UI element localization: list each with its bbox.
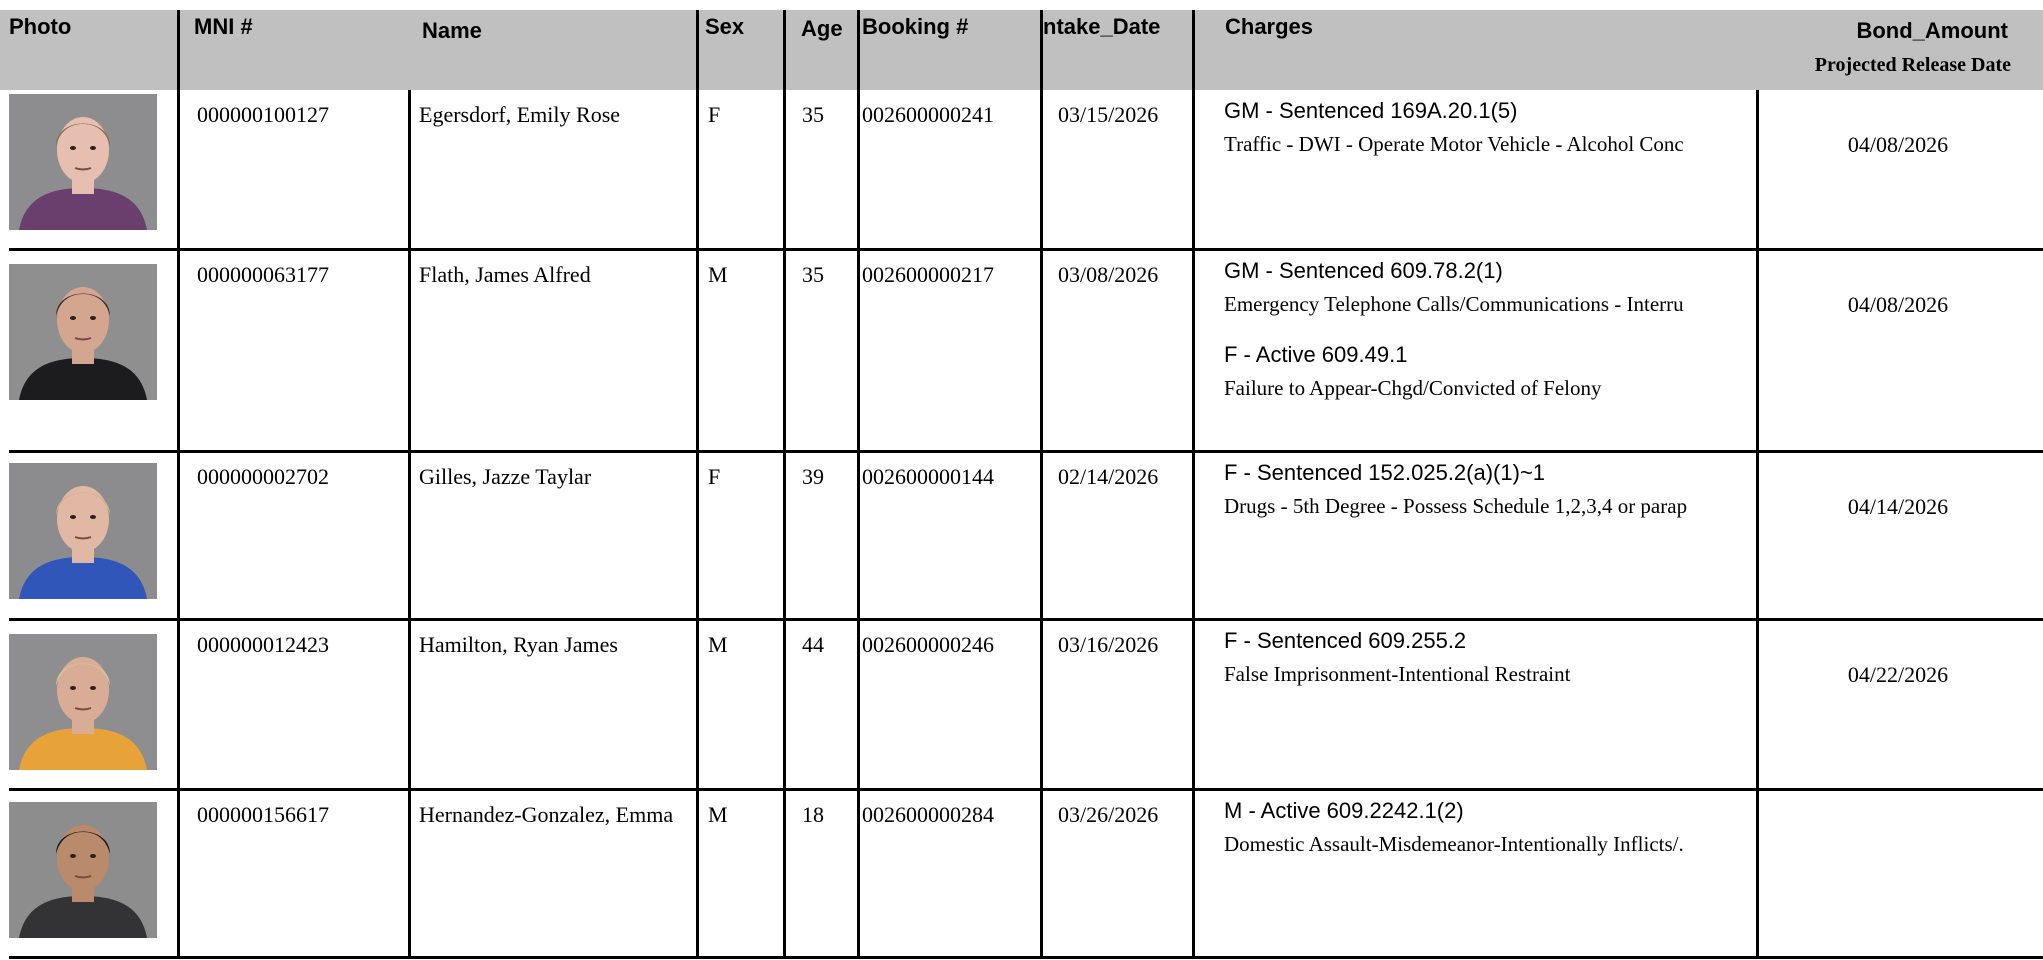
column-divider xyxy=(857,90,860,250)
booking-cell: 002600000284 xyxy=(862,802,994,827)
column-divider xyxy=(696,452,699,620)
name-cell: Gilles, Jazze Taylar xyxy=(419,464,592,489)
sex-cell: F xyxy=(708,102,721,127)
charge-title: GM - Sentenced 609.78.2(1) xyxy=(1224,258,1503,283)
projected-release-date-cell: 04/08/2026 xyxy=(1847,292,1949,317)
header-projected-release-date: Projected Release Date xyxy=(1814,54,2011,76)
mni-cell: 000000100127 xyxy=(197,102,329,127)
mugshot-photo xyxy=(9,264,157,400)
column-divider xyxy=(1040,452,1043,620)
table-header xyxy=(0,10,2043,90)
column-divider xyxy=(783,620,786,790)
column-divider xyxy=(177,620,180,790)
mugshot-photo xyxy=(9,463,157,599)
intake-date-cell: 03/08/2026 xyxy=(1058,262,1159,287)
row-divider xyxy=(9,450,2043,453)
charge-title: F - Active 609.49.1 xyxy=(1224,342,1408,367)
column-divider xyxy=(177,250,180,452)
column-divider xyxy=(1756,790,1759,958)
column-divider xyxy=(1040,90,1043,250)
mni-cell: 000000012423 xyxy=(197,632,329,657)
charge-title: F - Sentenced 152.025.2(a)(1)~1 xyxy=(1224,460,1546,485)
header-age: Age xyxy=(801,16,843,41)
intake-date-cell: 03/26/2026 xyxy=(1058,802,1159,827)
mni-cell: 000000063177 xyxy=(197,262,329,287)
column-divider xyxy=(696,250,699,452)
age-cell: 35 xyxy=(802,262,824,287)
header-name: Name xyxy=(422,18,482,43)
mugshot-photo xyxy=(9,634,157,770)
sex-cell: M xyxy=(708,632,728,657)
column-divider xyxy=(1192,790,1195,958)
age-cell: 39 xyxy=(802,464,824,489)
column-divider xyxy=(696,790,699,958)
column-divider xyxy=(408,790,411,958)
column-divider xyxy=(857,452,860,620)
charge-title: GM - Sentenced 169A.20.1(5) xyxy=(1224,98,1518,123)
row-divider xyxy=(9,956,2043,959)
sex-cell: M xyxy=(708,262,728,287)
column-divider xyxy=(177,790,180,958)
projected-release-date-cell: 04/14/2026 xyxy=(1847,494,1949,519)
booking-cell: 002600000217 xyxy=(862,262,994,287)
column-divider xyxy=(1756,250,1759,452)
column-divider xyxy=(1192,620,1195,790)
name-cell: Flath, James Alfred xyxy=(419,262,591,287)
header-intake-date: ntake_Date xyxy=(1043,14,1161,39)
column-divider xyxy=(1756,90,1759,250)
name-cell: Egersdorf, Emily Rose xyxy=(419,102,621,127)
name-cell: Hernandez-Gonzalez, Emma xyxy=(419,802,674,827)
mni-cell: 000000156617 xyxy=(197,802,329,827)
column-divider xyxy=(1756,620,1759,790)
sex-cell: M xyxy=(708,802,728,827)
intake-date-cell: 03/16/2026 xyxy=(1058,632,1159,657)
charge-description: Emergency Telephone Calls/Communications - Interru xyxy=(1224,292,1684,316)
column-divider xyxy=(408,452,411,620)
header-photo: Photo xyxy=(9,14,72,39)
charge-description: Domestic Assault-Misdemeanor-Intentionally Inflicts/. xyxy=(1224,832,1684,856)
mni-cell: 000000002702 xyxy=(197,464,329,489)
header-mni: MNI # xyxy=(194,14,253,39)
column-divider xyxy=(1192,250,1195,452)
row-divider xyxy=(9,788,2043,791)
column-divider xyxy=(408,250,411,452)
header-sex: Sex xyxy=(705,14,745,39)
header-bond-amount: Bond_Amount xyxy=(1856,18,2008,43)
booking-cell: 002600000144 xyxy=(862,464,994,489)
column-divider xyxy=(1192,90,1195,250)
booking-cell: 002600000246 xyxy=(862,632,994,657)
column-divider xyxy=(177,90,180,250)
age-cell: 44 xyxy=(802,632,824,657)
charge-title: F - Sentenced 609.255.2 xyxy=(1224,628,1467,653)
age-cell: 18 xyxy=(802,802,824,827)
column-divider xyxy=(408,90,411,250)
column-divider xyxy=(1756,452,1759,620)
charge-description: Failure to Appear-Chgd/Convicted of Felony xyxy=(1224,376,1602,400)
column-divider xyxy=(177,452,180,620)
column-divider xyxy=(783,250,786,452)
intake-date-cell: 03/15/2026 xyxy=(1058,102,1159,127)
column-divider xyxy=(783,90,786,250)
column-divider xyxy=(1040,250,1043,452)
projected-release-date-cell: 04/08/2026 xyxy=(1847,132,1949,157)
column-divider xyxy=(408,620,411,790)
charge-description: Traffic - DWI - Operate Motor Vehicle - Alcohol Conc xyxy=(1224,132,1684,156)
mugshot-photo xyxy=(9,94,157,230)
age-cell: 35 xyxy=(802,102,824,127)
header-charges: Charges xyxy=(1225,14,1314,39)
column-divider xyxy=(783,790,786,958)
mugshot-photo xyxy=(9,802,157,938)
projected-release-date-cell: 04/22/2026 xyxy=(1847,662,1949,687)
column-divider xyxy=(857,250,860,452)
column-divider xyxy=(1040,620,1043,790)
column-divider xyxy=(1040,790,1043,958)
charge-title: M - Active 609.2242.1(2) xyxy=(1224,798,1464,823)
name-cell: Hamilton, Ryan James xyxy=(419,632,618,657)
row-divider xyxy=(9,248,2043,251)
column-divider xyxy=(696,620,699,790)
column-divider xyxy=(696,90,699,250)
row-divider xyxy=(9,618,2043,621)
sex-cell: F xyxy=(708,464,721,489)
column-divider xyxy=(857,620,860,790)
charge-description: False Imprisonment-Intentional Restraint xyxy=(1224,662,1571,686)
booking-cell: 002600000241 xyxy=(862,102,994,127)
header-booking: Booking # xyxy=(862,14,969,39)
column-divider xyxy=(1192,452,1195,620)
column-divider xyxy=(783,452,786,620)
charge-description: Drugs - 5th Degree - Possess Schedule 1,2,3,4 or parap xyxy=(1224,494,1688,518)
intake-date-cell: 02/14/2026 xyxy=(1058,464,1159,489)
column-divider xyxy=(857,790,860,958)
